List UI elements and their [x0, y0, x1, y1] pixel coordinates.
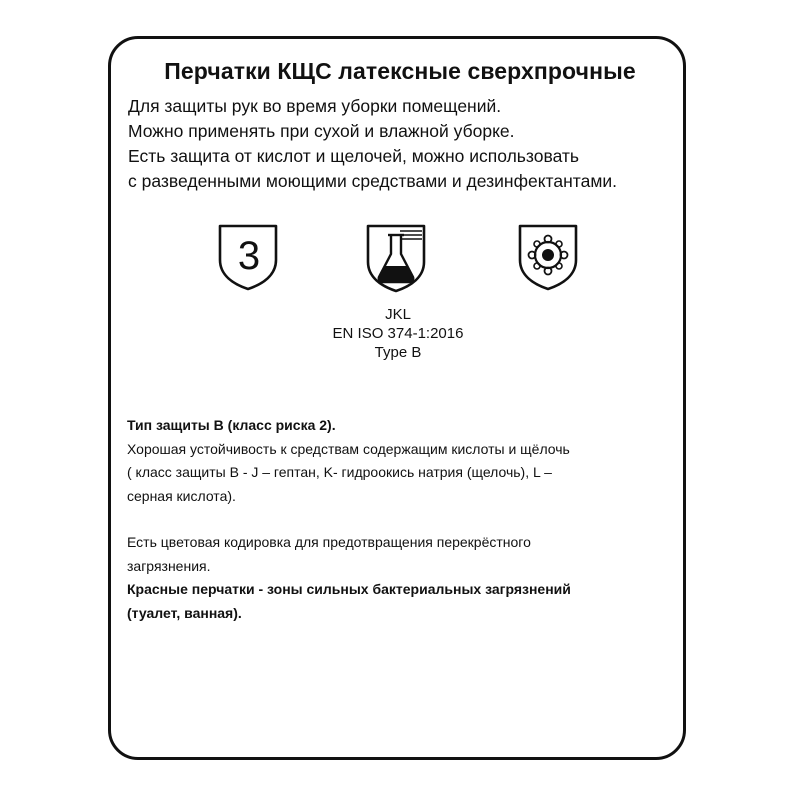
description-line: серная кислота). [127, 487, 236, 504]
chemical-flask-shield-icon [364, 222, 428, 294]
red-gloves-line: (туалет, ванная). [127, 604, 242, 621]
red-gloves-line: Красные перчатки - зоны сильных бактериальных загрязнений [127, 581, 571, 597]
glove-type: Type B [374, 344, 422, 361]
intro-line: Можно применять при сухой и влажной уборке. [128, 121, 515, 141]
spacer [127, 508, 687, 531]
protection-letters: JKL [385, 306, 411, 323]
description-text [127, 414, 687, 625]
product-title: Перчатки КЩС латексные сверхпрочные [164, 58, 636, 84]
standard-codes [0, 305, 796, 362]
color-coding-line: Есть цветовая кодировка для предотвращения перекрёстного [127, 534, 531, 550]
mechanical-protection-shield-icon [216, 222, 280, 292]
protection-heading: Тип защиты В (класс риска 2). [127, 417, 336, 433]
standard-number: EN ISO 374-1:2016 [332, 325, 464, 342]
intro-line: с разведенными моющими средствами и дезинфектантами. [128, 171, 617, 191]
color-coding-line: загрязнения. [127, 557, 211, 574]
intro-text [128, 94, 728, 194]
shield-number: 3 [237, 234, 261, 278]
intro-line: Есть защита от кислот и щелочей, можно использовать [128, 146, 580, 166]
description-line: Хорошая устойчивость к средствам содержащим кислоты и щёлочь [127, 440, 570, 457]
description-line: ( класс защиты В - J – гептан, K- гидроокись натрия (щелочь), L – [127, 464, 552, 480]
microorganism-shield-icon [516, 222, 580, 292]
intro-line: Для защиты рук во время уборки помещений. [128, 96, 502, 116]
